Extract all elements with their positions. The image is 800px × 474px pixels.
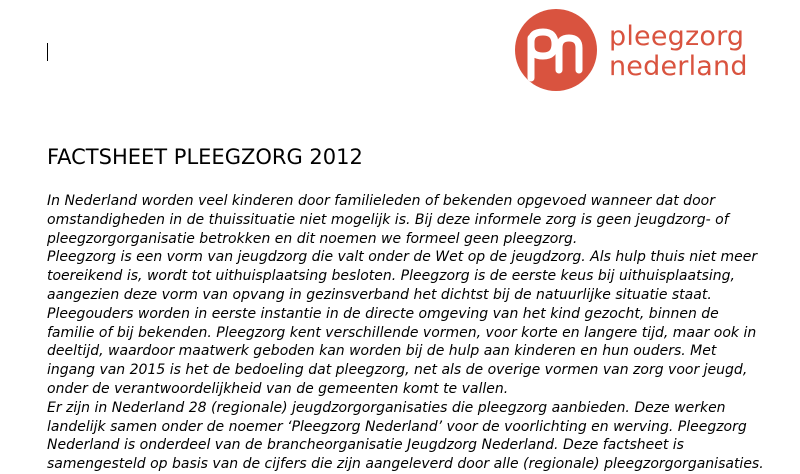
body-line: samengesteld op basis van de cijfers die zijn aangeleverd door alle (regionale) pleegzorgorganisaties. <box>47 456 764 473</box>
body-line: omstandigheden in de thuissituatie niet mogelijk is. Bij deze informele zorg is geen jeugdzorg- of <box>47 211 729 228</box>
pn-monogram-icon <box>514 8 598 92</box>
body-line: deeltijd, waardoor maatwerk geboden kan worden bij de hulp aan kinderen en hun ouders. Met <box>47 343 717 360</box>
pleegzorg-nederland-logo <box>514 8 784 94</box>
logo-line-1: pleegzorg <box>609 21 745 52</box>
body-line: toereikend is, wordt tot uithuisplaatsing besloten. Pleegzorg is de eerste keus bij uithuisplaatsing, <box>47 268 735 285</box>
body-line: Nederland is onderdeel van de brancheorganisatie Jeugdzorg Nederland. Deze factsheet is <box>47 437 684 454</box>
document-body <box>47 192 799 474</box>
body-line: Er zijn in Nederland 28 (regionale) jeugdzorgorganisaties die pleegzorg aanbieden. Deze werken <box>47 399 726 416</box>
body-line: landelijk samen onder de noemer ‘Pleegzorg Nederland’ voor de voorlichting en werving. Pleegzorg <box>47 418 747 435</box>
body-line: Pleegouders worden in eerste instantie in de directe omgeving van het kind gezocht, binnen de <box>47 305 719 322</box>
body-line: ingang van 2015 is het de bedoeling dat pleegzorg, net als de overige vormen van zorg voor jeugd, <box>47 362 748 379</box>
logo-line-2: nederland <box>609 51 748 82</box>
body-line: Pleegzorg is een vorm van jeugdzorg die valt onder de Wet op de jeugdzorg. Als hulp thuis niet meer <box>47 249 758 266</box>
text-cursor <box>47 43 48 61</box>
document-title: FACTSHEET PLEEGZORG 2012 <box>47 145 363 169</box>
body-line: pleegzorgorganisatie betrokken en dit noemen we formeel geen pleegzorg. <box>47 230 578 247</box>
logo-wordmark <box>609 22 748 82</box>
body-line: onder de verantwoordelijkheid van de gemeenten komt te vallen. <box>47 380 509 397</box>
body-line: familie of bij bekenden. Pleegzorg kent verschillende vormen, voor korte en langere tijd, maar ook in <box>47 324 757 341</box>
body-line: aangezien deze vorm van opvang in gezinsverband het dichtst bij de natuurlijke situatie staat. <box>47 286 712 303</box>
body-line: In Nederland worden veel kinderen door familieleden of bekenden opgevoed wanneer dat door <box>47 193 715 209</box>
